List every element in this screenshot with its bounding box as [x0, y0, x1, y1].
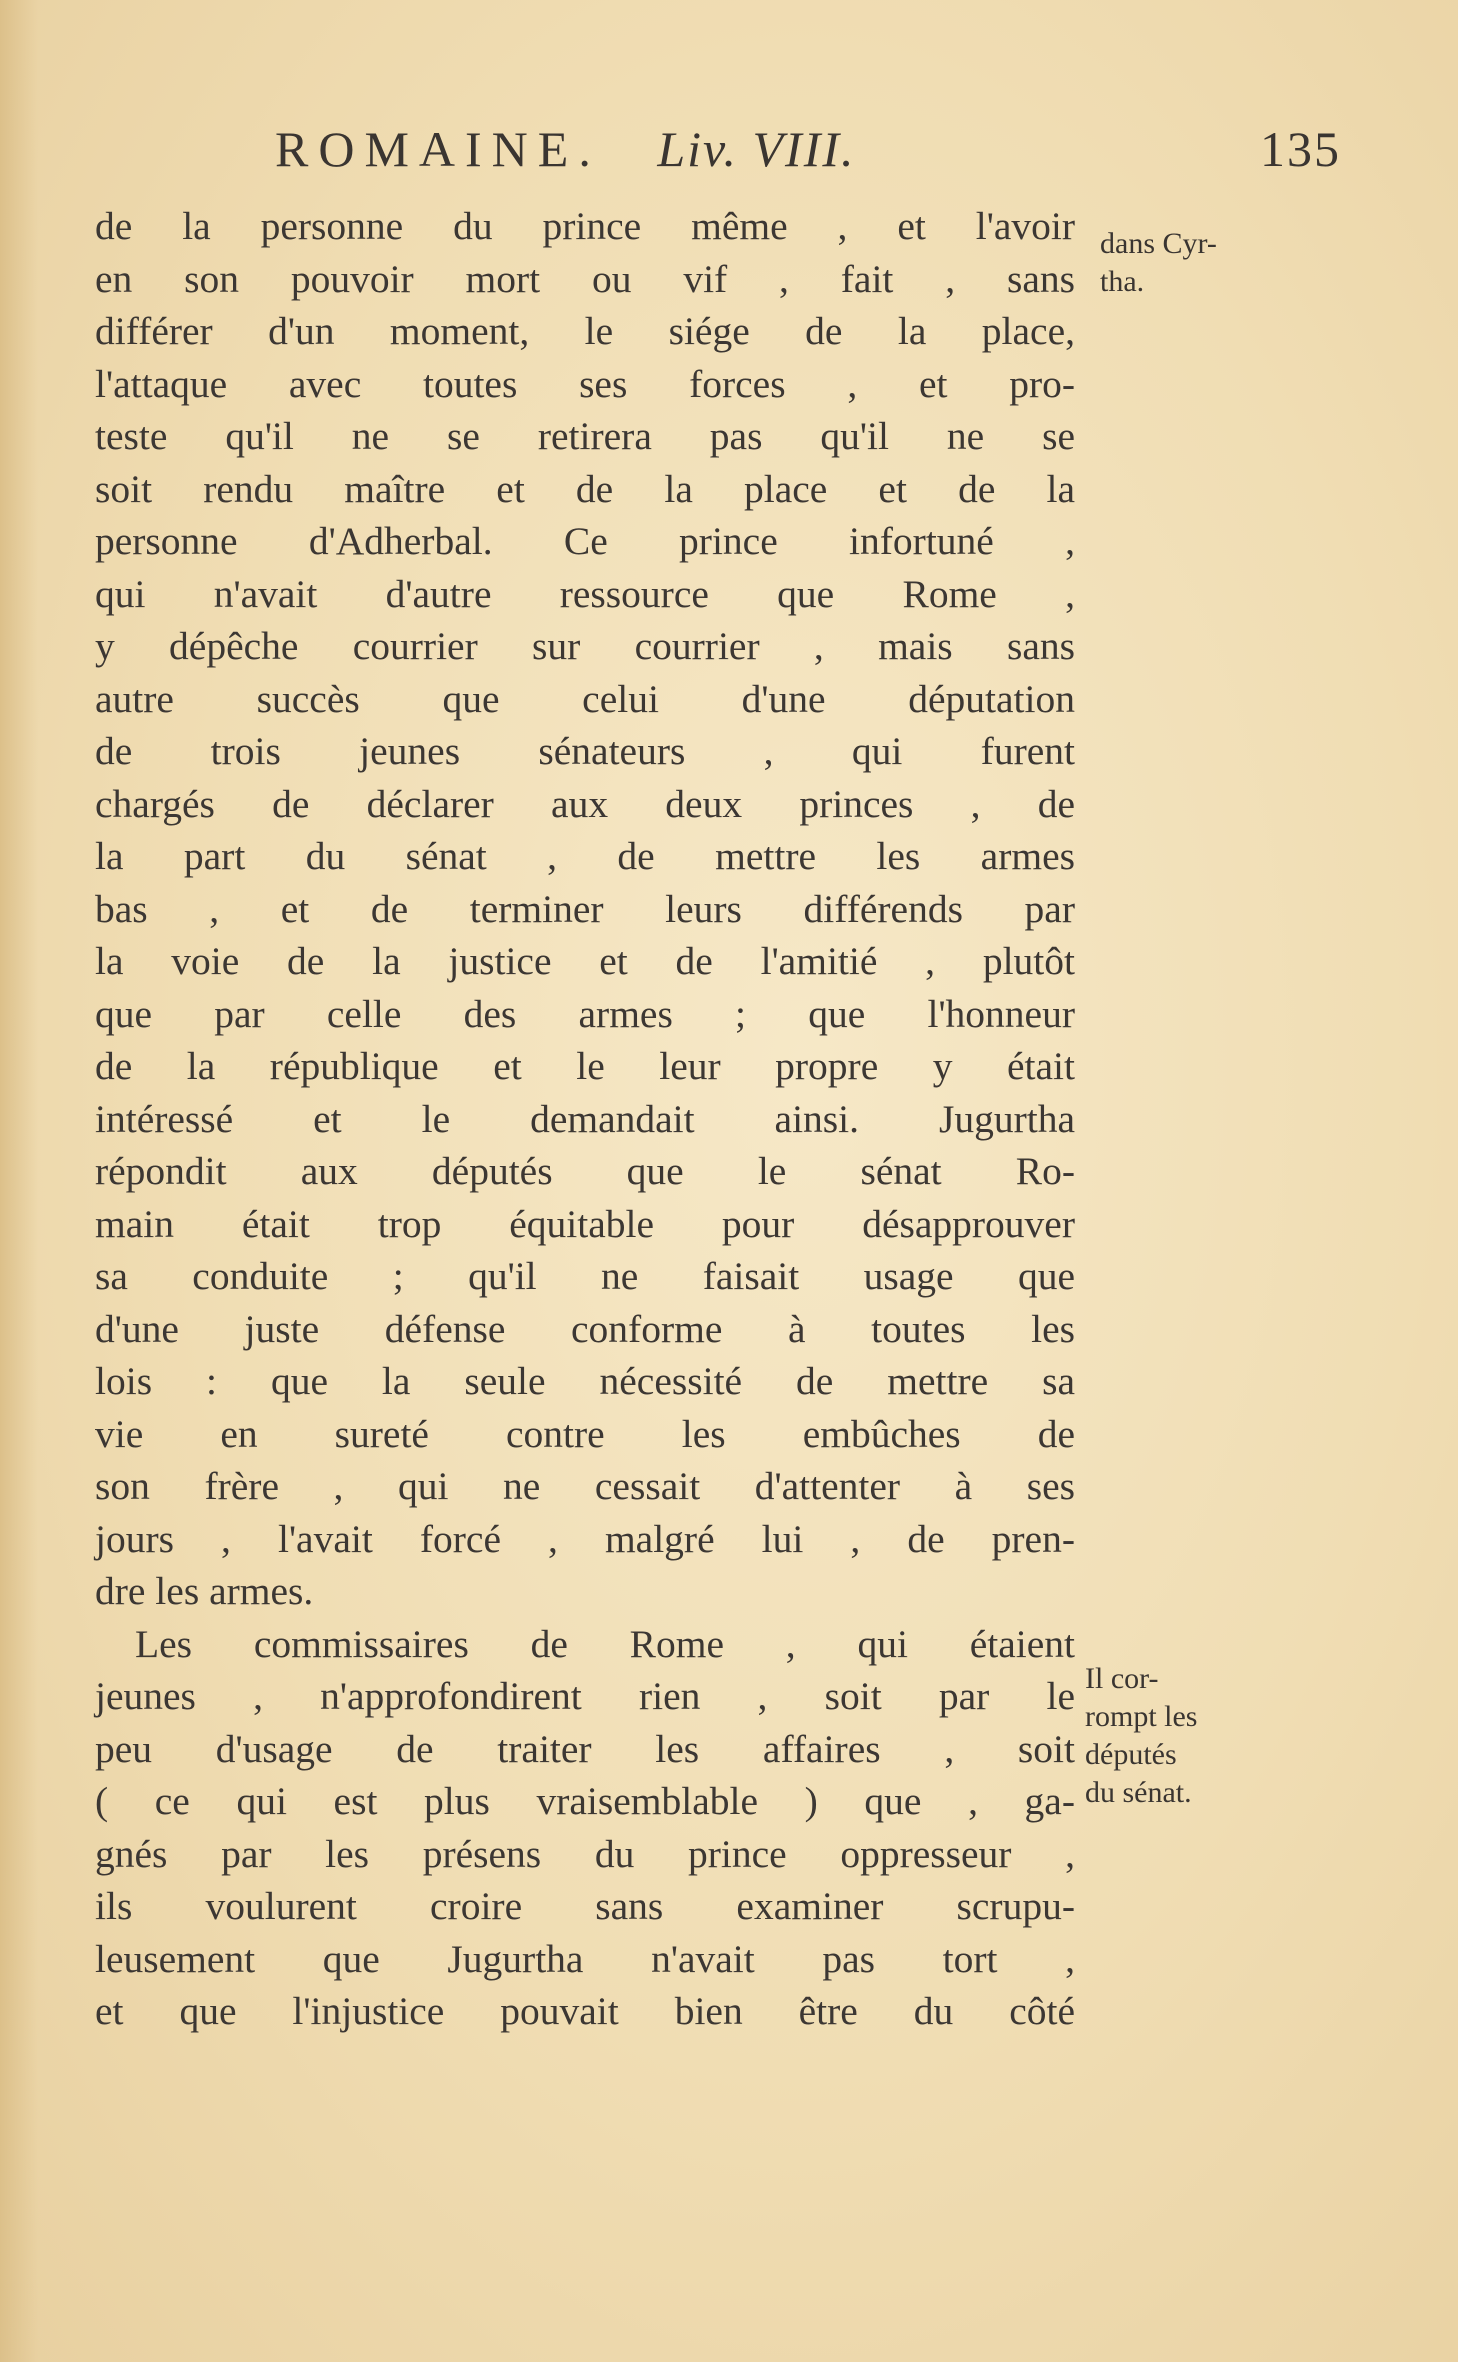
text-line: ( ce qui est plus vraisemblable ) que , ga- [95, 1779, 1075, 1823]
text-line: différer d'un moment, le siége de la place, [95, 309, 1075, 353]
margin-note-line: Il cor- [1085, 1662, 1159, 1695]
text-line: qui n'avait d'autre ressource que Rome , [95, 571, 1075, 616]
text-line: dre les armes. [95, 1569, 314, 1613]
text-line: sa conduite ; qu'il ne faisait usage que [95, 1254, 1075, 1298]
text-line: de la république et le leur propre y était [95, 1044, 1075, 1088]
margin-note-line: rompt les [1085, 1700, 1198, 1733]
margin-note-line: tha. [1100, 265, 1145, 298]
margin-note-line: dans Cyr- [1100, 227, 1217, 260]
page-number: 135 [1260, 121, 1341, 177]
text-line: son frère , qui ne cessait d'attenter à ses [95, 1464, 1075, 1508]
text-line: de trois jeunes sénateurs , qui furent [95, 729, 1075, 773]
text-line: main était trop équitable pour désapprouver [95, 1201, 1075, 1246]
text-line: leusement que Jugurtha n'avait pas tort , [95, 1936, 1075, 1981]
text-line: l'attaque avec toutes ses forces , et pro- [95, 361, 1075, 406]
text-line: vie en sureté contre les embûches de [95, 1411, 1075, 1456]
text-line: que par celle des armes ; que l'honneur [95, 991, 1075, 1036]
text-line: Les commissaires de Rome , qui étaient [135, 1621, 1075, 1666]
text-line: la part du sénat , de mettre les armes [95, 834, 1075, 878]
text-line: répondit aux députés que le sénat Ro- [95, 1149, 1075, 1193]
text-line: intéressé et le demandait ainsi. Jugurtha [95, 1096, 1075, 1141]
text-line: autre succès que celui d'une députation [95, 676, 1075, 721]
book-reference: Liv. VIII. [657, 121, 856, 177]
body-text [95, 200, 1075, 2038]
text-line: personne d'Adherbal. Ce prince infortuné , [95, 519, 1075, 563]
page-edge-shadow [0, 0, 38, 2362]
text-line: la voie de la justice et de l'amitié , plutôt [95, 939, 1075, 983]
text-line: ils voulurent croire sans examiner scrupu- [95, 1884, 1075, 1928]
text-line: jours , l'avait forcé , malgré lui , de pren- [95, 1516, 1075, 1561]
running-title: ROMAINE. [275, 121, 601, 177]
text-line: peu d'usage de traiter les affaires , soit [95, 1726, 1075, 1771]
text-line: gnés par les présens du prince oppresseur , [95, 1831, 1075, 1876]
running-header [275, 120, 1341, 190]
text-line: en son pouvoir mort ou vif , fait , sans [95, 256, 1075, 301]
margin-note-line: du sénat. [1085, 1776, 1192, 1809]
text-line: lois : que la seule nécessité de mettre sa [95, 1359, 1075, 1403]
margin-note [1085, 1660, 1198, 1812]
text-line: et que l'injustice pouvait bien être du côté [95, 1989, 1075, 2033]
text-line: jeunes , n'approfondirent rien , soit par le [95, 1674, 1075, 1718]
text-line: soit rendu maître et de la place et de la [95, 466, 1075, 511]
margin-note-line: députés [1085, 1738, 1177, 1771]
text-line: d'une juste défense conforme à toutes les [95, 1306, 1075, 1351]
text-line: y dépêche courrier sur courrier , mais sans [95, 624, 1075, 668]
text-line: bas , et de terminer leurs différends par [95, 886, 1075, 931]
text-line: de la personne du prince même , et l'avoir [95, 204, 1075, 248]
text-line: teste qu'il ne se retirera pas qu'il ne se [95, 414, 1075, 458]
text-line: chargés de déclarer aux deux princes , de [95, 781, 1075, 826]
margin-note [1100, 225, 1217, 301]
